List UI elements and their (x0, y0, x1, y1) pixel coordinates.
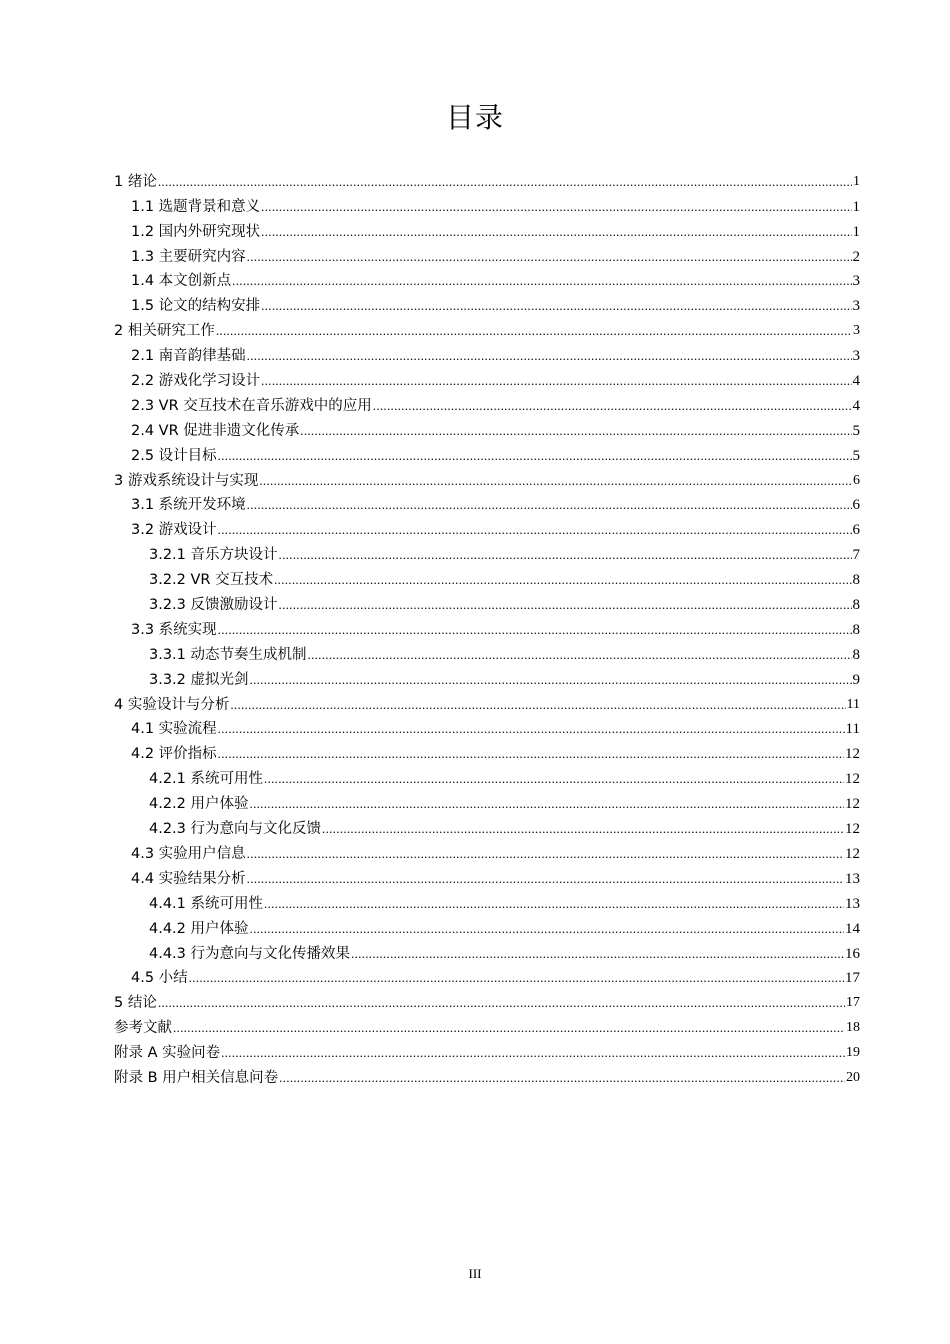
toc-entry-page: 3 (852, 348, 860, 365)
toc-entry-title: 3.3.1 动态节奏生成机制 (149, 646, 307, 663)
toc-entry[interactable] (114, 191, 860, 216)
toc-entry-page: 17 (845, 970, 860, 987)
toc-entry-title: 4.2 评价指标 (131, 746, 217, 763)
toc-entry[interactable] (114, 340, 860, 365)
toc-entry-page: 12 (845, 771, 860, 788)
toc-entry-title: 4.4 实验结果分析 (131, 870, 246, 887)
toc-entry-title: 4.2.3 行为意向与文化反馈 (149, 821, 322, 838)
toc-entry-title: 3.2.3 反馈激励设计 (149, 597, 278, 614)
toc-entry[interactable] (114, 465, 860, 490)
toc-entry[interactable] (114, 216, 860, 241)
toc-entry-title: 1.5 论文的结构安排 (131, 298, 261, 315)
toc-entry[interactable] (114, 589, 860, 614)
toc-entry-page: 6 (852, 522, 860, 539)
toc-entry[interactable] (114, 664, 860, 689)
toc-dot-leader (373, 397, 852, 415)
toc-entry-title: 4.2.2 用户体验 (149, 796, 249, 813)
toc-entry[interactable] (114, 763, 860, 788)
toc-dot-leader (247, 496, 852, 514)
toc-dot-leader (261, 223, 851, 241)
toc-dot-leader (300, 422, 851, 440)
toc-entry[interactable] (114, 714, 860, 739)
toc-dot-leader (261, 297, 851, 315)
toc-entry-title: 5 结论 (114, 995, 157, 1012)
toc-dot-leader (221, 1044, 845, 1062)
toc-dot-leader (247, 845, 844, 863)
toc-dot-leader (351, 945, 844, 963)
toc-entry-title: 3 游戏系统设计与实现 (114, 472, 259, 489)
toc-entry[interactable] (114, 938, 860, 963)
toc-entry-title: 1.4 本文创新点 (131, 273, 232, 290)
toc-entry-title: 1.3 主要研究内容 (131, 248, 246, 265)
toc-dot-leader (247, 870, 844, 888)
toc-dot-leader (232, 272, 851, 290)
toc-entry[interactable] (114, 813, 860, 838)
toc-entry-page: 12 (845, 796, 860, 813)
toc-dot-leader (216, 322, 852, 340)
toc-entry-page: 2 (852, 248, 860, 265)
toc-entry-title: 附录 A 实验问卷 (114, 1045, 221, 1062)
toc-entry[interactable] (114, 863, 860, 888)
table-of-contents (114, 166, 860, 1087)
toc-entry[interactable] (114, 614, 860, 639)
toc-entry-page: 17 (846, 995, 860, 1011)
toc-dot-leader (250, 920, 844, 938)
footer-page-number: III (468, 1266, 482, 1281)
toc-entry-page: 18 (846, 1020, 860, 1036)
toc-entry[interactable] (114, 290, 860, 315)
toc-entry-page: 19 (846, 1045, 860, 1061)
toc-dot-leader (173, 1019, 845, 1037)
toc-dot-leader (247, 248, 852, 266)
toc-entry-title: 4 实验设计与分析 (114, 696, 230, 713)
toc-entry-page: 9 (852, 671, 860, 688)
toc-entry-page: 20 (846, 1069, 860, 1085)
toc-entry[interactable] (114, 365, 860, 390)
toc-dot-leader (308, 646, 852, 664)
toc-entry-page: 8 (852, 646, 860, 663)
toc-entry-title: 3.3 系统实现 (131, 621, 217, 638)
toc-entry-page: 14 (845, 920, 860, 937)
toc-entry-title: 2.2 游戏化学习设计 (131, 373, 261, 390)
toc-dot-leader (218, 621, 852, 639)
toc-entry-title: 4.4.1 系统可用性 (149, 895, 264, 912)
toc-entry-title: 2 相关研究工作 (114, 323, 215, 340)
toc-entry-page: 3 (853, 323, 860, 339)
toc-entry[interactable] (114, 514, 860, 539)
toc-dot-leader (261, 372, 851, 390)
toc-entry-page: 8 (852, 572, 860, 589)
toc-entry-title: 2.4 VR 促进非遗文化传承 (131, 422, 300, 439)
toc-entry-page: 6 (853, 472, 860, 488)
toc-entry[interactable] (114, 539, 860, 564)
toc-entry-page: 4 (852, 373, 860, 390)
toc-dot-leader (274, 571, 851, 589)
toc-dot-leader (279, 596, 852, 614)
toc-entry-title: 4.4.3 行为意向与文化传播效果 (149, 945, 351, 962)
toc-entry-page: 3 (852, 298, 860, 315)
toc-entry-title: 4.3 实验用户信息 (131, 845, 246, 862)
toc-dot-leader (279, 546, 852, 564)
toc-entry[interactable] (114, 738, 860, 763)
toc-entry-page: 12 (845, 821, 860, 838)
toc-entry[interactable] (114, 1037, 860, 1062)
toc-entry[interactable] (114, 315, 860, 340)
toc-entry[interactable] (114, 564, 860, 589)
toc-entry-page: 5 (852, 447, 860, 464)
toc-dot-leader (264, 770, 844, 788)
toc-entry-title: 1 绪论 (114, 173, 157, 190)
toc-dot-leader (250, 671, 852, 689)
toc-entry-title: 2.5 设计目标 (131, 447, 217, 464)
toc-entry[interactable] (114, 987, 860, 1012)
toc-entry[interactable] (114, 241, 860, 266)
toc-dot-leader (218, 745, 844, 763)
toc-entry[interactable] (114, 913, 860, 938)
toc-entry-page: 12 (845, 845, 860, 862)
toc-entry-title: 4.5 小结 (131, 970, 188, 987)
toc-entry-title: 3.1 系统开发环境 (131, 497, 246, 514)
toc-entry-title: 4.2.1 系统可用性 (149, 771, 264, 788)
toc-entry[interactable] (114, 440, 860, 465)
toc-dot-leader (247, 347, 852, 365)
toc-dot-leader (158, 994, 845, 1012)
toc-entry-page: 4 (852, 397, 860, 414)
toc-entry-page: 1 (853, 173, 860, 189)
toc-entry-title: 1.1 选题背景和意义 (131, 198, 261, 215)
toc-entry[interactable] (114, 1062, 860, 1087)
toc-entry-title: 3.3.2 虚拟光剑 (149, 671, 249, 688)
toc-entry[interactable] (114, 166, 860, 191)
toc-dot-leader (230, 696, 845, 714)
toc-entry-page: 3 (852, 273, 860, 290)
toc-entry-page: 11 (846, 696, 860, 712)
toc-dot-leader (218, 521, 852, 539)
toc-entry-title: 附录 B 用户相关信息问卷 (114, 1069, 279, 1086)
toc-entry-title: 3.2 游戏设计 (131, 522, 217, 539)
toc-entry-page: 8 (852, 621, 860, 638)
toc-entry-page: 8 (852, 597, 860, 614)
toc-dot-leader (250, 795, 844, 813)
toc-entry-title: 2.1 南音韵律基础 (131, 348, 246, 365)
toc-dot-leader (264, 895, 844, 913)
toc-entry-page: 13 (845, 870, 860, 887)
toc-entry[interactable] (114, 838, 860, 863)
toc-dot-leader (259, 472, 852, 490)
toc-dot-leader (322, 820, 844, 838)
toc-dot-leader (218, 447, 852, 465)
toc-entry[interactable] (114, 390, 860, 415)
toc-entry[interactable] (114, 963, 860, 988)
toc-entry-page: 5 (852, 422, 860, 439)
toc-entry-page: 11 (845, 721, 860, 738)
toc-entry[interactable] (114, 639, 860, 664)
toc-dot-leader (218, 720, 845, 738)
toc-entry-page: 7 (852, 547, 860, 564)
toc-entry-page: 13 (845, 895, 860, 912)
toc-dot-leader (158, 173, 852, 191)
toc-entry[interactable] (114, 689, 860, 714)
toc-entry-page: 1 (852, 223, 860, 240)
page-title: 目录 (445, 101, 504, 134)
toc-entry-title: 1.2 国内外研究现状 (131, 223, 261, 240)
toc-entry-title: 2.3 VR 交互技术在音乐游戏中的应用 (131, 397, 372, 414)
toc-entry-title: 4.4.2 用户体验 (149, 920, 249, 937)
toc-entry-title: 3.2.1 音乐方块设计 (149, 547, 278, 564)
toc-entry[interactable] (114, 788, 860, 813)
toc-entry-page: 6 (852, 497, 860, 514)
toc-entry[interactable] (114, 490, 860, 515)
toc-entry-title: 3.2.2 VR 交互技术 (149, 572, 274, 589)
toc-entry[interactable] (114, 888, 860, 913)
toc-entry-title: 4.1 实验流程 (131, 721, 217, 738)
toc-entry-title: 参考文献 (114, 1020, 172, 1037)
toc-entry[interactable] (114, 266, 860, 291)
toc-dot-leader (189, 969, 844, 987)
toc-entry-page: 12 (845, 746, 860, 763)
toc-entry-page: 16 (845, 945, 860, 962)
toc-dot-leader (279, 1069, 845, 1087)
toc-dot-leader (261, 198, 851, 216)
toc-entry[interactable] (114, 415, 860, 440)
toc-entry[interactable] (114, 1012, 860, 1037)
toc-entry-page: 1 (852, 198, 860, 215)
